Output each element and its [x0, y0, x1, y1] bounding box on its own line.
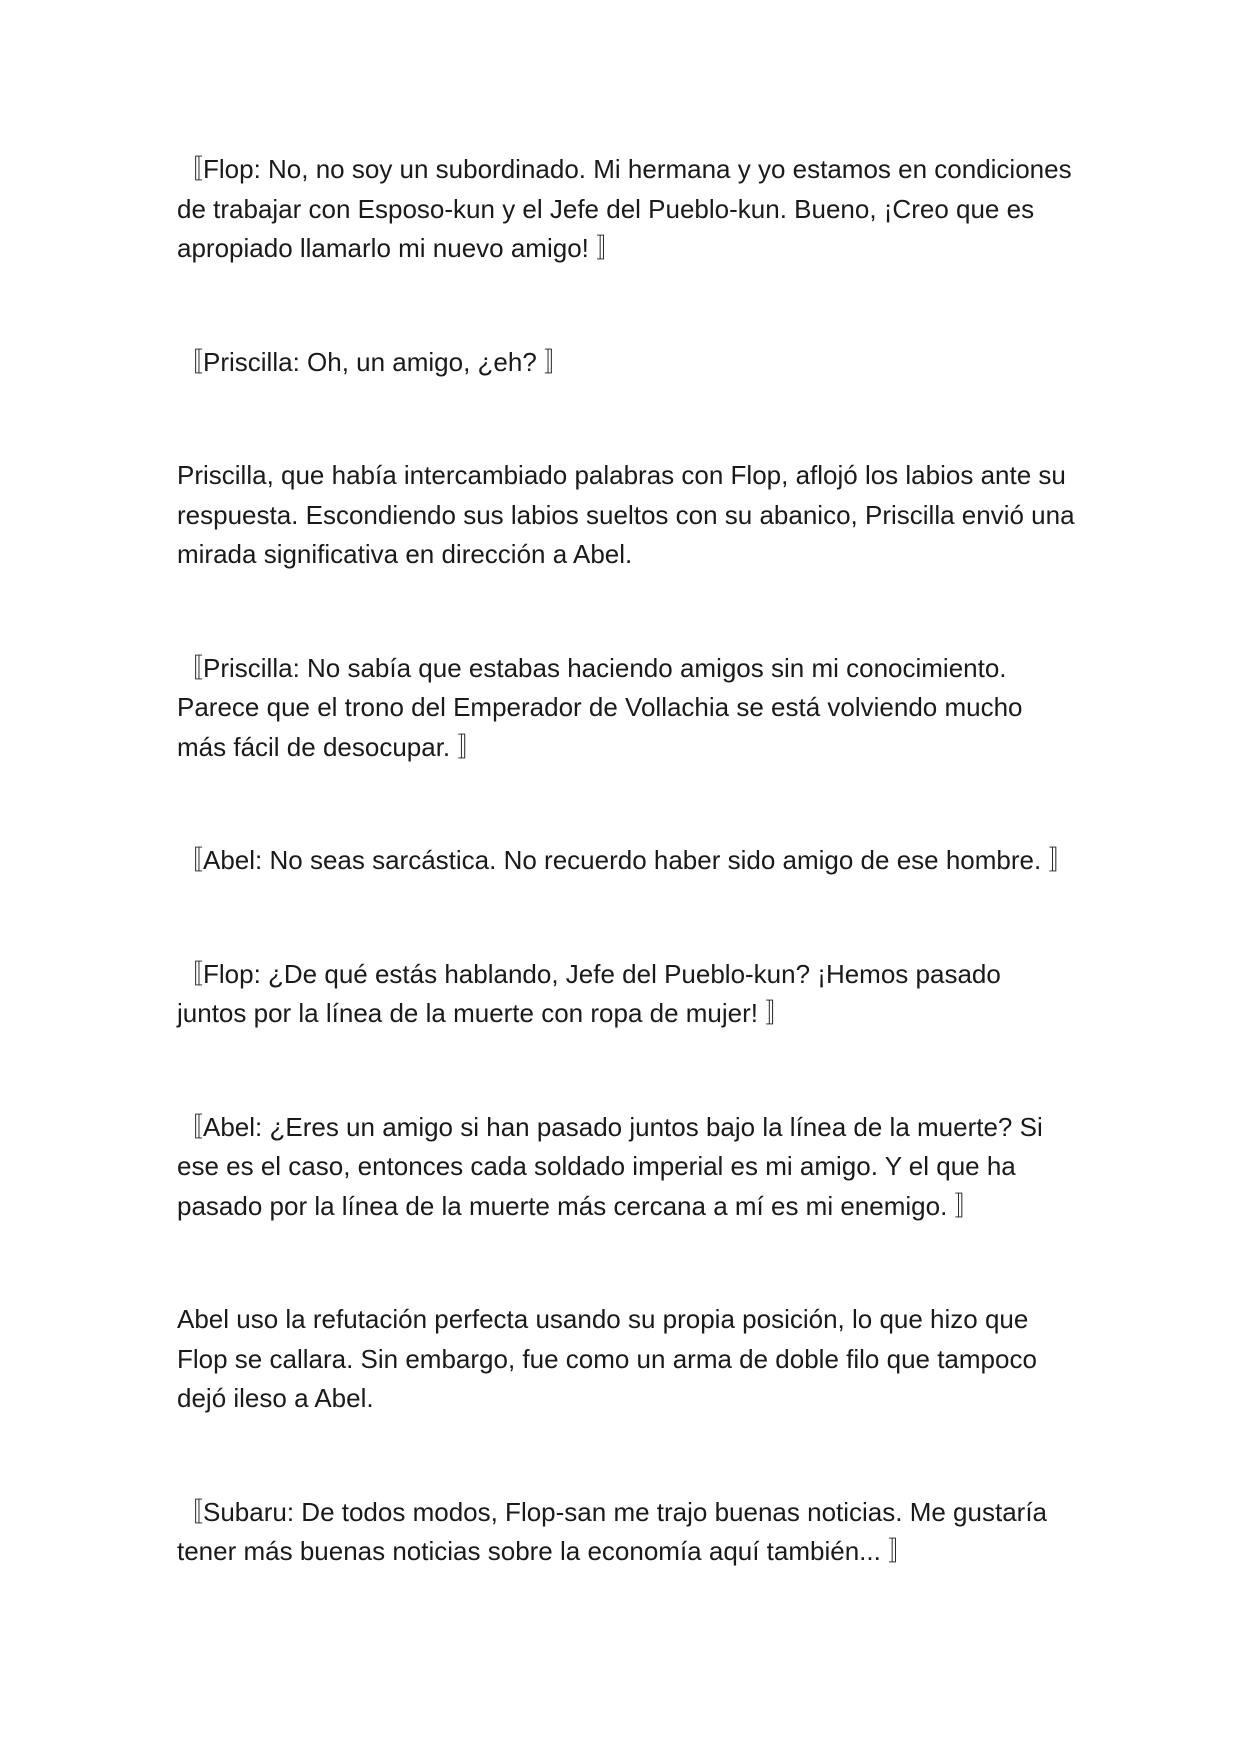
paragraph-flop-not-subordinate: 〚Flop: No, no soy un subordinado. Mi hermana y yo estamos en condiciones de trabajar con Esposo-kun y el Jefe del Pueblo-kun. Bueno, ¡Creo que es apropiado llamarlo mi nuevo amigo! 〛 [177, 154, 1072, 263]
paragraph-priscilla-a-friend: 〚Priscilla: Oh, un amigo, ¿eh? 〛 [177, 346, 571, 377]
paragraph-priscilla-glance: Priscilla, que había intercambiado palabras con Flop, aflojó los labios ante su respuesta. Escondiendo sus labios sueltos con su abanico, Priscilla envió una mirada significativa en dirección a Abel. [177, 460, 1075, 569]
paragraph-subaru-good-news: 〚Subaru: De todos modos, Flop-san me trajo buenas noticias. Me gustaría tener más buenas noticias sobre la economía aquí también... 〛 [177, 1496, 1047, 1566]
paragraph-abel-soldiers: 〚Abel: ¿Eres un amigo si han pasado juntos bajo la línea de la muerte? Si ese es el caso, entonces cada soldado imperial es mi amigo. Y el que ha pasado por la línea de la muerte más cercana a mí es mi enemigo. 〛 [177, 1111, 1043, 1221]
paragraph-abel-sarcastic: 〚Abel: No seas sarcástica. No recuerdo haber sido amigo de ese hombre. 〛 [177, 845, 1075, 875]
paragraph-priscilla-throne: 〚Priscilla: No sabía que estabas haciendo amigos sin mi conocimiento. Parece que el trono del Emperador de Vollachia se está volviendo mucho más fácil de desocupar. 〛 [177, 652, 1023, 762]
paragraph-flop-death-line: 〚Flop: ¿De qué estás hablando, Jefe del Pueblo-kun? ¡Hemos pasado juntos por la línea de la muerte con ropa de mujer! 〛 [177, 958, 1001, 1028]
document-body [177, 150, 1077, 1646]
paragraph-abel-refutation: Abel uso la refutación perfecta usando su propia posición, lo que hizo que Flop se callara. Sin embargo, fue como un arma de doble filo que tampoco dejó ileso a Abel. [177, 1304, 1037, 1413]
